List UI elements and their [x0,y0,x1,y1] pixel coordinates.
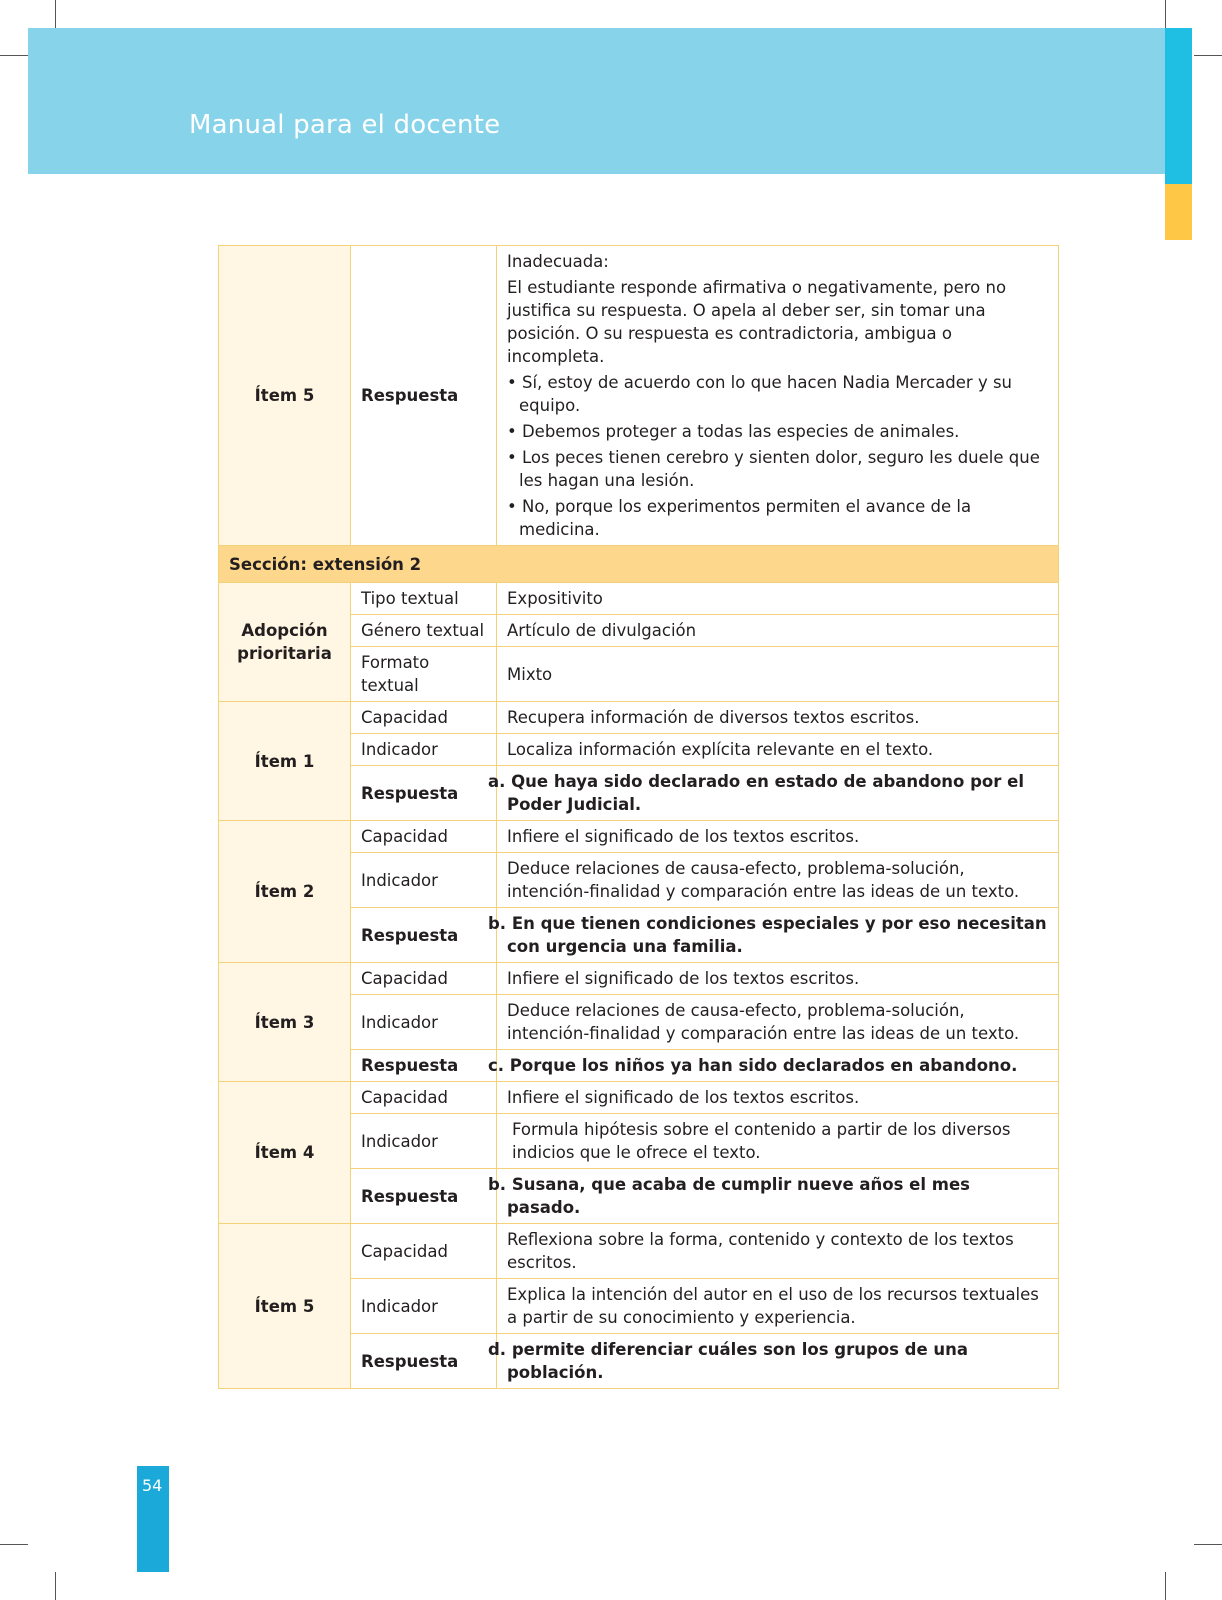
capacidad-label: Capacidad [351,821,497,853]
row-value: Artículo de divulgación [497,615,1059,647]
capacidad-value: Reflexiona sobre la forma, contenido y contexto de los textos escritos. [497,1224,1059,1279]
table-row [219,702,1059,734]
indicador-label: Indicador [351,853,497,908]
crop-mark [1165,1572,1166,1600]
capacidad-value: Infiere el significado de los textos escritos. [497,963,1059,995]
respuesta-value: c. Porque los niños ya han sido declarados en abandono. [497,1050,1059,1082]
crop-mark [1165,0,1166,28]
crop-mark [1194,55,1222,56]
table-row [219,821,1059,853]
respuesta-value: d. permite diferenciar cuáles son los grupos de una población. [497,1334,1059,1389]
capacidad-label: Capacidad [351,702,497,734]
indicador-label: Indicador [351,1279,497,1334]
item-label: Ítem 1 [219,702,351,821]
side-tab-yellow [1165,184,1192,240]
crop-mark [0,1544,28,1545]
capacidad-label: Capacidad [351,963,497,995]
header-band [28,28,1165,174]
indicador-label: Indicador [351,995,497,1050]
row-value: Mixto [497,647,1059,702]
crop-mark [55,0,56,28]
respuesta-value: b. En que tienen condiciones especiales y por eso necesitan con urgencia una familia. [497,908,1059,963]
bullet-item: • Los peces tienen cerebro y sienten dolor, seguro les duele que les hagan una lesión. [507,448,1040,490]
respuesta-label: Respuesta [351,908,497,963]
indicador-value: Formula hipótesis sobre el contenido a partir de los diversos indicios que le ofrece el texto. [497,1114,1059,1169]
bullet-item: • Debemos proteger a todas las especies de animales. [507,422,960,441]
capacidad-value: Recupera información de diversos textos escritos. [497,702,1059,734]
indicador-value: Explica la intención del autor en el uso de los recursos textuales a partir de su conocimiento y experiencia. [497,1279,1059,1334]
capacidad-label: Capacidad [351,1082,497,1114]
table-row [219,583,1059,615]
item-label: Ítem 5 [219,246,351,546]
answer-heading: Inadecuada: [507,252,609,271]
indicador-value: Deduce relaciones de causa-efecto, problema-solución, intención-finalidad y comparación entre las ideas de un texto. [497,995,1059,1050]
crop-mark [1194,1544,1222,1545]
bullet-item: • Sí, estoy de acuerdo con lo que hacen Nadia Mercader y su equipo. [507,373,1013,415]
page-header-title: Manual para el docente [189,110,501,140]
capacidad-value: Infiere el significado de los textos escritos. [497,1082,1059,1114]
bullet-item: • No, porque los experimentos permiten el avance de la medicina. [507,497,972,539]
indicador-label: Indicador [351,1114,497,1169]
item-label: Ítem 2 [219,821,351,963]
indicador-label: Indicador [351,734,497,766]
respuesta-label: Respuesta [351,1334,497,1389]
adopcion-label: Adopción prioritaria [219,583,351,702]
respuesta-value: a. Que haya sido declarado en estado de abandono por el Poder Judicial. [497,766,1059,821]
section-title: Sección: extensión 2 [219,546,1059,583]
capacidad-value: Infiere el significado de los textos escritos. [497,821,1059,853]
item-label: Ítem 5 [219,1224,351,1389]
row-value: Expositivito [497,583,1059,615]
table-row [219,246,1059,546]
indicador-value: Localiza información explícita relevante en el texto. [497,734,1059,766]
row-label: Género textual [351,615,497,647]
table-row [219,1082,1059,1114]
crop-mark [55,1572,56,1600]
capacidad-label: Capacidad [351,1224,497,1279]
row-label: Formato textual [351,647,497,702]
indicador-value: Deduce relaciones de causa-efecto, problema-solución, intención-finalidad y comparación entre las ideas de un texto. [497,853,1059,908]
item-label: Ítem 3 [219,963,351,1082]
row-label: Respuesta [351,246,497,546]
respuesta-label: Respuesta [351,766,497,821]
table-row [219,963,1059,995]
respuesta-label: Respuesta [351,1050,497,1082]
answer-cell [497,246,1059,546]
item-label: Ítem 4 [219,1082,351,1224]
respuesta-value: b. Susana, que acaba de cumplir nueve años el mes pasado. [497,1169,1059,1224]
crop-mark [0,55,28,56]
row-label: Tipo textual [351,583,497,615]
section-row [219,546,1059,583]
evaluation-table [218,245,1059,1389]
answer-paragraph: El estudiante responde afirmativa o negativamente, pero no justifica su respuesta. O apela al deber ser, sin tomar una posición. O su respuesta es contradictoria, ambigua o incompleta. [507,278,1007,366]
respuesta-label: Respuesta [351,1169,497,1224]
page-number: 54 [142,1476,163,1495]
table-row [219,1224,1059,1279]
side-tab-blue [1165,28,1192,184]
